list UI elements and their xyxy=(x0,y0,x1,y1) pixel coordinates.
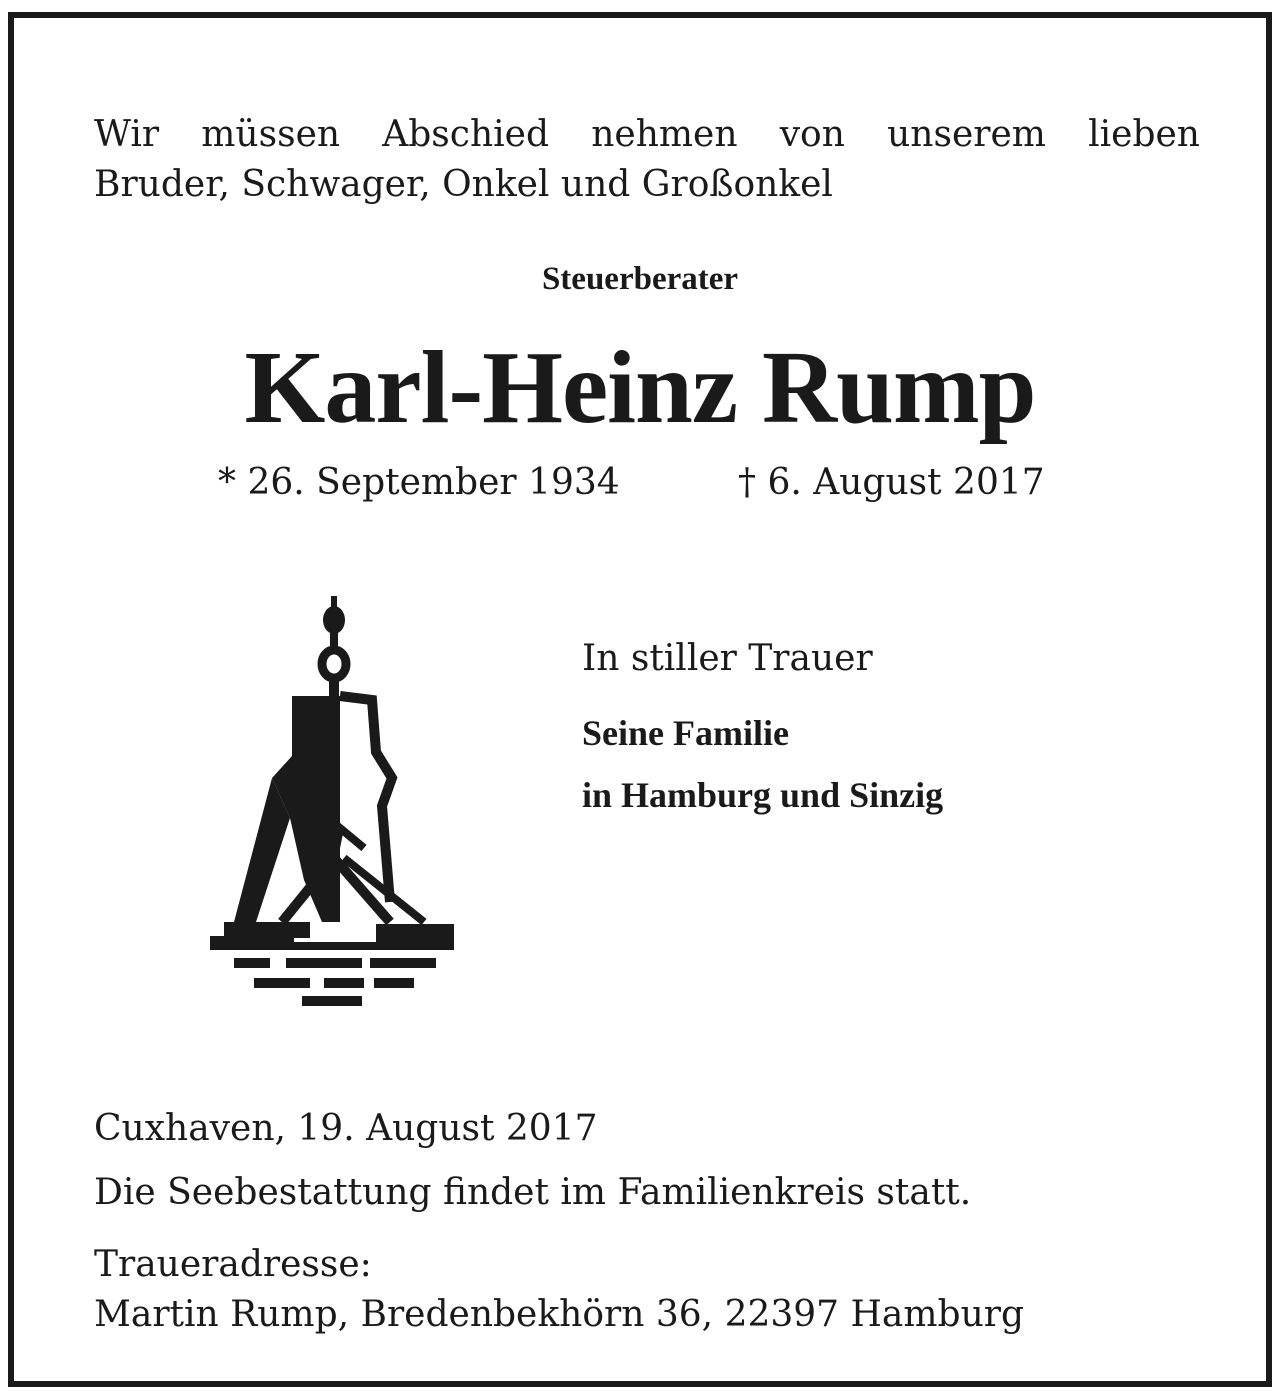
mourning-phrase: In stiller Trauer xyxy=(582,638,873,679)
burial-note: Die Seebestattung findet im Familienkreis statt. xyxy=(94,1172,972,1213)
deceased-name: Karl-Heinz Rump xyxy=(244,330,1036,445)
place-and-date: Cuxhaven, 19. August 2017 xyxy=(94,1108,598,1149)
profession-title: Steuerberater xyxy=(541,261,739,297)
mourning-address: Martin Rump, Bredenbekhörn 36, 22397 Hamburg xyxy=(94,1294,1025,1335)
address-label: Traueradresse: xyxy=(94,1244,372,1285)
kugelbake-beacon-icon xyxy=(194,592,464,1012)
intro-line-2: Bruder, Schwager, Onkel und Großonkel xyxy=(94,164,833,205)
intro-text xyxy=(94,110,1200,210)
family-signature-line-1: Seine Familie xyxy=(582,713,789,753)
intro-line-1: Wir müssen Abschied nehmen von unserem lieben xyxy=(94,114,1200,155)
family-signature-line-2: in Hamburg und Sinzig xyxy=(582,775,944,815)
birth-date: * 26. September 1934 xyxy=(218,462,620,503)
obituary-notice xyxy=(8,12,1272,1387)
death-date: † 6. August 2017 xyxy=(738,462,1045,503)
